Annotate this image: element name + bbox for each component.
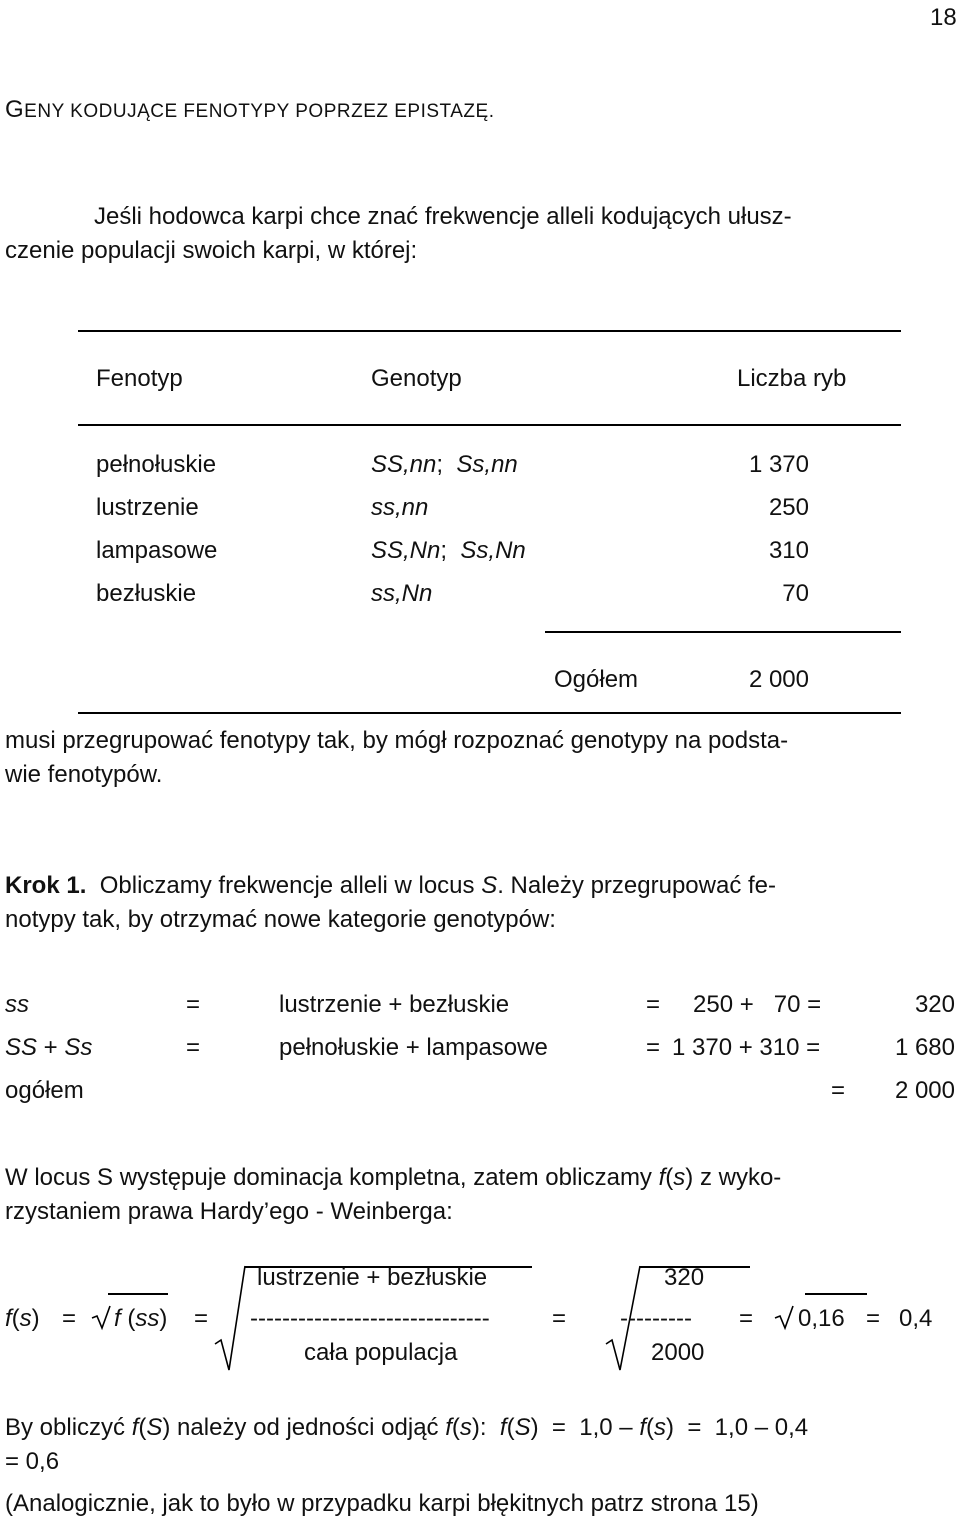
sqrt-sign-3 [775, 1306, 795, 1330]
cell-genotyp: SS,nn; Ss,nn [371, 451, 518, 478]
header-fenotyp: Fenotyp [96, 365, 183, 392]
krok1-label: Krok 1. [5, 872, 87, 899]
calc-expr: = [831, 1077, 846, 1104]
total-label: Ogółem [554, 666, 639, 693]
section-title-rest: ENY KODUJĄCE FENOTYPY POPRZEZ EPISTAZĘ. [24, 101, 495, 122]
sqrt-sign-big-1 [215, 1266, 247, 1376]
cell-genotyp: ss,Nn [371, 580, 433, 607]
cell-liczba: 310 [768, 537, 809, 564]
formula-eq4: = [739, 1305, 754, 1332]
calc-expr: 250 + 70 = [693, 991, 822, 1018]
calc-left: ss [5, 991, 29, 1018]
calc-expr: 1 370 + 310 = [672, 1034, 821, 1061]
calc-desc: pełnołuskie + lampasowe [279, 1034, 548, 1061]
cell-fenotyp: pełnołuskie [96, 451, 217, 478]
cell-liczba: 1 370 [748, 451, 809, 478]
sqrt-sign-1 [92, 1306, 112, 1330]
sqrt-bar-1 [108, 1293, 168, 1295]
cell-fenotyp: lampasowe [96, 537, 218, 564]
calc-result: 2 000 [894, 1077, 955, 1104]
cell-fenotyp: bezłuskie [96, 580, 197, 607]
calc-left: SS + Ss [5, 1034, 93, 1061]
formula-num2: 320 [664, 1264, 705, 1291]
table-header-rule [78, 424, 901, 426]
calc-desc: lustrzenie + bezłuskie [279, 991, 510, 1018]
cell-genotyp: ss,nn [371, 494, 429, 521]
after-table-line-1: musi przegrupować fenotypy tak, by mógł rozpoznać genotypy na podsta- [5, 727, 789, 754]
formula-numerator: lustrzenie + bezłuskie [257, 1264, 488, 1291]
krok1-line-2: notypy tak, by otrzymać nowe kategorie genotypów: [5, 906, 556, 933]
total-value: 2 000 [748, 666, 809, 693]
formula-sqrt1: f (ss) [114, 1305, 168, 1332]
cell-fenotyp: lustrzenie [96, 494, 199, 521]
formula-dashes: ------------------------------ [250, 1305, 490, 1332]
formula-denominator: cała populacja [304, 1339, 458, 1366]
calc-left: ogółem [5, 1077, 84, 1104]
subtotal-rule [545, 631, 901, 633]
krok1-line-1: Krok 1. Obliczamy frekwencje alleli w locus S. Należy przegrupować fe- [5, 872, 776, 899]
final-line-1: By obliczyć f(S) należy od jedności odjąć f(s): f(S) = 1,0 – f(s) = 1,0 – 0,4 [5, 1414, 809, 1441]
formula-den2: 2000 [651, 1339, 705, 1366]
calc-result: 320 [914, 991, 955, 1018]
formula-result: 0,4 [899, 1305, 933, 1332]
cell-genotyp: SS,Nn; Ss,Nn [371, 537, 526, 564]
formula-eq2: = [194, 1305, 209, 1332]
header-genotyp: Genotyp [371, 365, 462, 392]
cell-liczba: 70 [782, 580, 809, 607]
calc-result: 1 680 [894, 1034, 955, 1061]
after-table-line-2: wie fenotypów. [5, 761, 163, 788]
formula-lhs: f(s) [5, 1305, 40, 1332]
section-title [5, 98, 495, 122]
final-line-3: (Analogicznie, jak to było w przypadku karpi błękitnych patrz strona 15) [5, 1490, 759, 1517]
locus-line-2: rzystaniem prawa Hardy’ego - Weinberga: [5, 1198, 453, 1225]
calc-eq2: = [646, 1034, 661, 1061]
intro-line-2: czenie populacji swoich karpi, w której: [5, 237, 418, 264]
header-liczba-ryb: Liczba ryb [737, 365, 847, 392]
cell-liczba: 250 [768, 494, 809, 521]
section-title-initial: G [5, 96, 25, 123]
final-line-2: = 0,6 [5, 1448, 60, 1475]
formula-eq3: = [552, 1305, 567, 1332]
calc-eq2: = [646, 991, 661, 1018]
calc-eq: = [186, 991, 201, 1018]
formula-eq1: = [62, 1305, 77, 1332]
formula-dashes2: --------- [620, 1305, 692, 1332]
locus-line-1: W locus S występuje dominacja kompletna, zatem obliczamy f(s) z wyko- [5, 1164, 782, 1191]
formula-eq5: = [866, 1305, 881, 1332]
intro-line-1: Jeśli hodowca karpi chce znać frekwencje alleli kodujących ułusz- [94, 203, 792, 230]
table-top-rule [78, 330, 901, 332]
table-bottom-rule [78, 712, 901, 714]
calc-eq: = [186, 1034, 201, 1061]
sqrt-bar-3 [805, 1293, 867, 1295]
page-number: 18 [930, 4, 957, 31]
formula-sqrt-val: 0,16 [798, 1305, 845, 1332]
